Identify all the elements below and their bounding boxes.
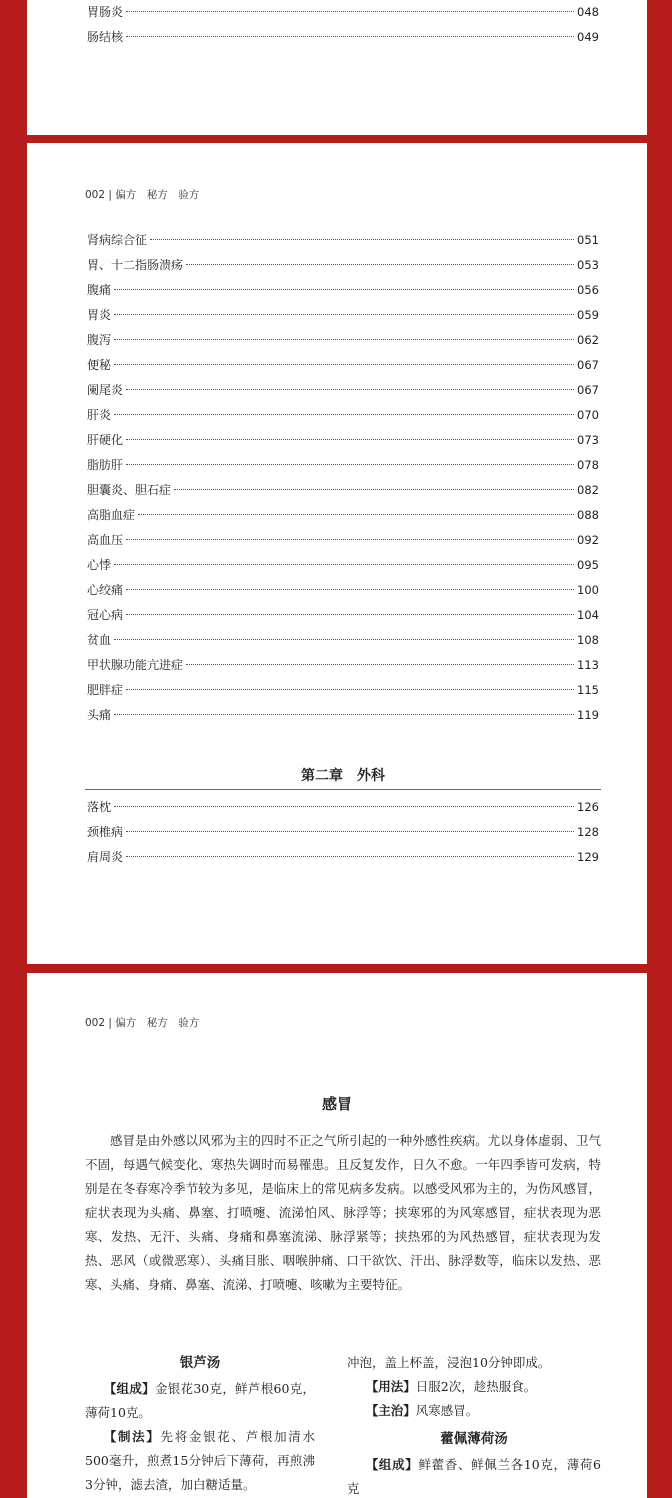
toc-entry-title: 高血压 [87, 533, 124, 547]
toc-entry[interactable] [87, 280, 599, 300]
toc-entry[interactable] [87, 330, 599, 350]
leader-dots [126, 11, 574, 12]
page-3 [27, 973, 647, 1498]
leader-dots [186, 264, 574, 265]
toc-entry-page: 082 [577, 483, 599, 497]
leader-dots [114, 339, 574, 340]
toc-entry-page: 100 [577, 583, 599, 597]
recipe-composition [85, 1377, 315, 1425]
toc-entry-page: 129 [577, 850, 599, 864]
leader-dots [186, 664, 574, 665]
composition-label: 【组成】 [103, 1381, 155, 1396]
method-label: 【制法】 [103, 1429, 161, 1444]
leader-dots [126, 689, 574, 690]
toc-entry-page: 128 [577, 825, 599, 839]
toc-entry[interactable] [87, 405, 599, 425]
recipe-method [85, 1425, 315, 1497]
recipe-composition [347, 1453, 601, 1498]
toc-entry-title: 落枕 [87, 800, 112, 814]
toc-entry-title: 阑尾炎 [87, 383, 124, 397]
usage-label: 【用法】 [365, 1379, 416, 1394]
toc-entry[interactable] [87, 480, 599, 500]
toc-entry[interactable] [87, 305, 599, 325]
toc-entry-title: 心绞痛 [87, 583, 124, 597]
toc-entry-page: 104 [577, 608, 599, 622]
toc-entry-title: 肝硬化 [87, 433, 124, 447]
toc-entry[interactable] [87, 630, 599, 650]
leader-dots [126, 589, 574, 590]
recipe-title: 藿佩薄荷汤 [440, 1431, 508, 1447]
toc-entry[interactable] [87, 605, 599, 625]
toc-entry-page: 092 [577, 533, 599, 547]
right-column [347, 1351, 601, 1498]
leader-dots [114, 564, 574, 565]
leader-dots [126, 831, 574, 832]
toc-entry[interactable] [87, 580, 599, 600]
leader-dots [114, 314, 574, 315]
toc-entry-title: 肝炎 [87, 408, 112, 422]
toc-entry[interactable] [87, 797, 599, 817]
toc-entry[interactable] [87, 655, 599, 675]
toc-entry[interactable] [87, 430, 599, 450]
leader-dots [114, 289, 574, 290]
method-text: 先将金银花、芦根加清水500毫升，煎煮15分钟后下薄荷，再煎沸3分钟，滤去渣，加白糖适量。 [85, 1429, 315, 1492]
toc-entry-page: 067 [577, 358, 599, 372]
toc-entry-title: 心悸 [87, 558, 112, 572]
toc-entry[interactable] [87, 455, 599, 475]
toc-entry-page: 059 [577, 308, 599, 322]
recipe-usage [347, 1375, 601, 1399]
toc-entry-page: 078 [577, 458, 599, 472]
toc-entry[interactable] [87, 822, 599, 842]
toc-entry-page: 088 [577, 508, 599, 522]
leader-dots [126, 464, 574, 465]
leader-dots [114, 806, 574, 807]
toc-entry[interactable] [87, 847, 599, 867]
leader-dots [126, 439, 574, 440]
page-header: 002 | 偏方 秘方 验方 [85, 1017, 200, 1029]
toc-entry-title: 便秘 [87, 358, 112, 372]
toc-entry-page: 073 [577, 433, 599, 447]
usage-text: 日服2次，趁热服食。 [415, 1379, 537, 1394]
toc-entry-title: 肩周炎 [87, 850, 124, 864]
toc-entry-title: 肥胖症 [87, 683, 124, 697]
toc-entry[interactable] [87, 255, 599, 275]
toc-entry-title: 胃炎 [87, 308, 112, 322]
toc-entry-title: 贫血 [87, 633, 112, 647]
toc-entry-page: 113 [577, 658, 599, 672]
toc-entry-title: 头痛 [87, 708, 112, 722]
toc-entry-page: 115 [577, 683, 599, 697]
toc-entry[interactable] [87, 530, 599, 550]
intro-paragraph: 感冒是由外感以风邪为主的四时不正之气所引起的一种外感性疾病。尤以身体虚弱、卫气不固，每遇气候变化、寒热失调时而易罹患。且反复发作，日久不愈。一年四季皆可发病，特别是在冬春寒冷季节较为多见，是临床上的常见病多发病。以感受风邪为主的，为伤风感冒，症状表现为头痛、鼻塞、打喷嚏、流涕怕风、脉浮等；挟寒邪的为风寒感冒，症状表现为恶寒、发热、无汗、头痛、身痛和鼻塞流涕、脉浮紧等；挟热邪的为风热感冒，症状表现为发热、恶风（或微恶寒）、头痛目胀、咽喉肿痛、口干欲饮、汗出、脉浮数等，临床以发热、恶寒、头痛、身痛、鼻塞、流涕、打喷嚏、咳嗽为主要特征。 [85, 1133, 601, 1292]
indication-text: 风寒感冒。 [415, 1403, 479, 1418]
leader-dots [126, 389, 574, 390]
toc-entry-page: 051 [577, 233, 599, 247]
method-continuation: 冲泡，盖上杯盖，浸泡10分钟即成。 [347, 1355, 551, 1370]
leader-dots [126, 856, 574, 857]
toc-entry[interactable] [87, 355, 599, 375]
toc-entry-page: 119 [577, 708, 599, 722]
toc-entry-title: 胃、十二指肠溃疡 [87, 258, 184, 272]
leader-dots [114, 639, 574, 640]
toc-entry-title: 颈椎病 [87, 825, 124, 839]
toc-entry[interactable] [87, 680, 599, 700]
leader-dots [150, 239, 574, 240]
toc-entry-title: 肾病综合征 [87, 233, 148, 247]
recipe-title: 银芦汤 [179, 1355, 221, 1371]
leader-dots [126, 614, 574, 615]
toc-entry-page: 053 [577, 258, 599, 272]
toc-entry-page: 056 [577, 283, 599, 297]
composition-label: 【组成】 [365, 1457, 419, 1472]
leader-dots [126, 539, 574, 540]
leader-dots [138, 514, 574, 515]
toc-entry-title: 肠结核 [87, 30, 124, 44]
toc-entry-title: 胆囊炎、胆石症 [87, 483, 172, 497]
composition-text: 鲜藿香、鲜佩兰各10克，薄荷6克 [347, 1457, 601, 1496]
toc-entry[interactable] [87, 555, 599, 575]
page-header: 002 | 偏方 秘方 验方 [85, 189, 200, 201]
toc-entry[interactable] [87, 2, 599, 22]
toc-entry-page: 126 [577, 800, 599, 814]
toc-entry-title: 腹痛 [87, 283, 112, 297]
toc-entry-title: 甲状腺功能亢进症 [87, 658, 184, 672]
article-title: 感冒 [321, 1095, 352, 1113]
toc-entry-page: 095 [577, 558, 599, 572]
toc-entry-title: 高脂血症 [87, 508, 136, 522]
toc-entry-title: 胃肠炎 [87, 5, 124, 19]
leader-dots [114, 364, 574, 365]
leader-dots [114, 714, 574, 715]
toc-entry-page: 048 [577, 5, 599, 19]
toc-entry[interactable] [87, 230, 599, 250]
toc-entry[interactable] [87, 505, 599, 525]
leader-dots [114, 414, 574, 415]
toc-entry-title: 腹泻 [87, 333, 112, 347]
toc-entry-page: 070 [577, 408, 599, 422]
composition-text: 金银花30克，鲜芦根60克，薄荷10克。 [85, 1381, 315, 1420]
chapter-heading: 第二章 外科 [85, 765, 601, 790]
toc-entry-page: 049 [577, 30, 599, 44]
toc-entry[interactable] [87, 380, 599, 400]
toc-entry[interactable] [87, 27, 599, 47]
page-2 [27, 143, 647, 964]
leader-dots [174, 489, 574, 490]
left-column [85, 1351, 315, 1497]
toc-entry-page: 067 [577, 383, 599, 397]
toc-entry-page: 108 [577, 633, 599, 647]
toc-entry-page: 062 [577, 333, 599, 347]
indication-label: 【主治】 [365, 1403, 416, 1418]
recipe-indication [347, 1399, 601, 1423]
leader-dots [126, 36, 574, 37]
toc-entry-title: 脂肪肝 [87, 458, 124, 472]
toc-entry[interactable] [87, 705, 599, 725]
page-1 [27, 0, 647, 135]
toc-entry-title: 冠心病 [87, 608, 124, 622]
